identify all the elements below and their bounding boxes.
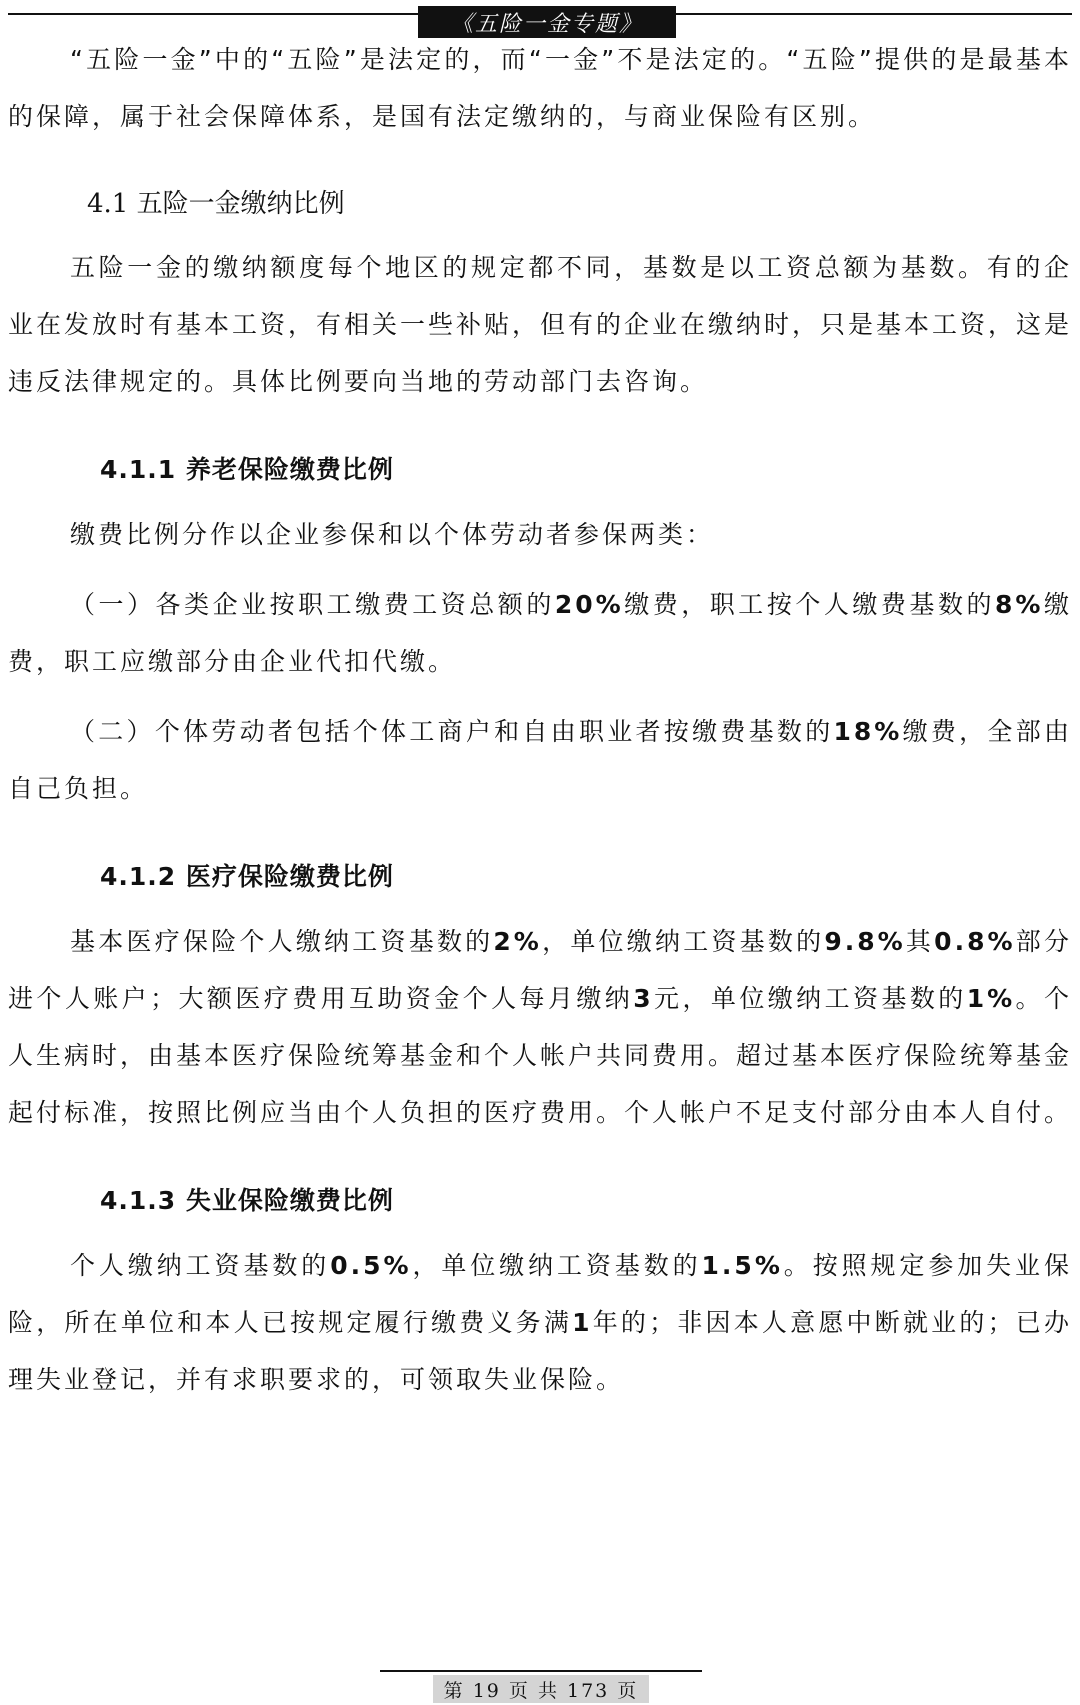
document-body bbox=[8, 40, 1072, 1408]
page-number: 第 19 页 共 173 页 bbox=[433, 1675, 649, 1703]
section-heading-4-1: 4.1 五险一金缴纳比例 bbox=[87, 189, 345, 219]
pension-lead-paragraph: 缴费比例分作以企业参保和以个体劳动者参保两类： bbox=[70, 520, 715, 549]
document-header-title: 《五险一金专题》 bbox=[418, 6, 676, 38]
section-heading-4-1-3: 4.1.3 失业保险缴费比例 bbox=[100, 1186, 394, 1215]
section-4-1-paragraph: 五险一金的缴纳额度每个地区的规定都不同，基数是以工资总额为基数。有的企业在发放时有基本工资，有相关一些补贴，但有的企业在缴纳时，只是基本工资，这是违反法律规定的。具体比例要向当地的劳动部门去咨询。 bbox=[8, 253, 1073, 396]
medical-paragraph: 基本医疗保险个人缴纳工资基数的2%，单位缴纳工资基数的9.8%其0.8%部分进个人账户；大额医疗费用互助资金个人每月缴纳3元，单位缴纳工资基数的1%。个人生病时，由基本医疗保险统筹基金和个人帐户共同费用。超过基本医疗保险统筹基金起付标准，按照比例应当由个人负担的医疗费用。个人帐户不足支付部分由本人自付。 bbox=[8, 927, 1073, 1127]
intro-paragraph: “五险一金”中的“五险”是法定的，而“一金”不是法定的。“五险”提供的是最基本的保障，属于社会保障体系，是国有法定缴纳的，与商业保险有区别。 bbox=[8, 45, 1072, 131]
section-heading-4-1-1: 4.1.1 养老保险缴费比例 bbox=[100, 455, 394, 484]
unemployment-paragraph: 个人缴纳工资基数的0.5%，单位缴纳工资基数的1.5%。按照规定参加失业保险，所在单位和本人已按规定履行缴费义务满1年的；非因本人意愿中断就业的；已办理失业登记，并有求职要求的，可领取失业保险。 bbox=[8, 1251, 1072, 1394]
footer-rule bbox=[380, 1670, 702, 1672]
pension-item-2-paragraph: （二）个体劳动者包括个体工商户和自由职业者按缴费基数的18%缴费，全部由自己负担。 bbox=[8, 717, 1072, 803]
pension-item-1-paragraph: （一）各类企业按职工缴费工资总额的20%缴费，职工按个人缴费基数的8%缴费，职工应缴部分由企业代扣代缴。 bbox=[8, 590, 1072, 676]
section-heading-4-1-2: 4.1.2 医疗保险缴费比例 bbox=[100, 862, 394, 891]
